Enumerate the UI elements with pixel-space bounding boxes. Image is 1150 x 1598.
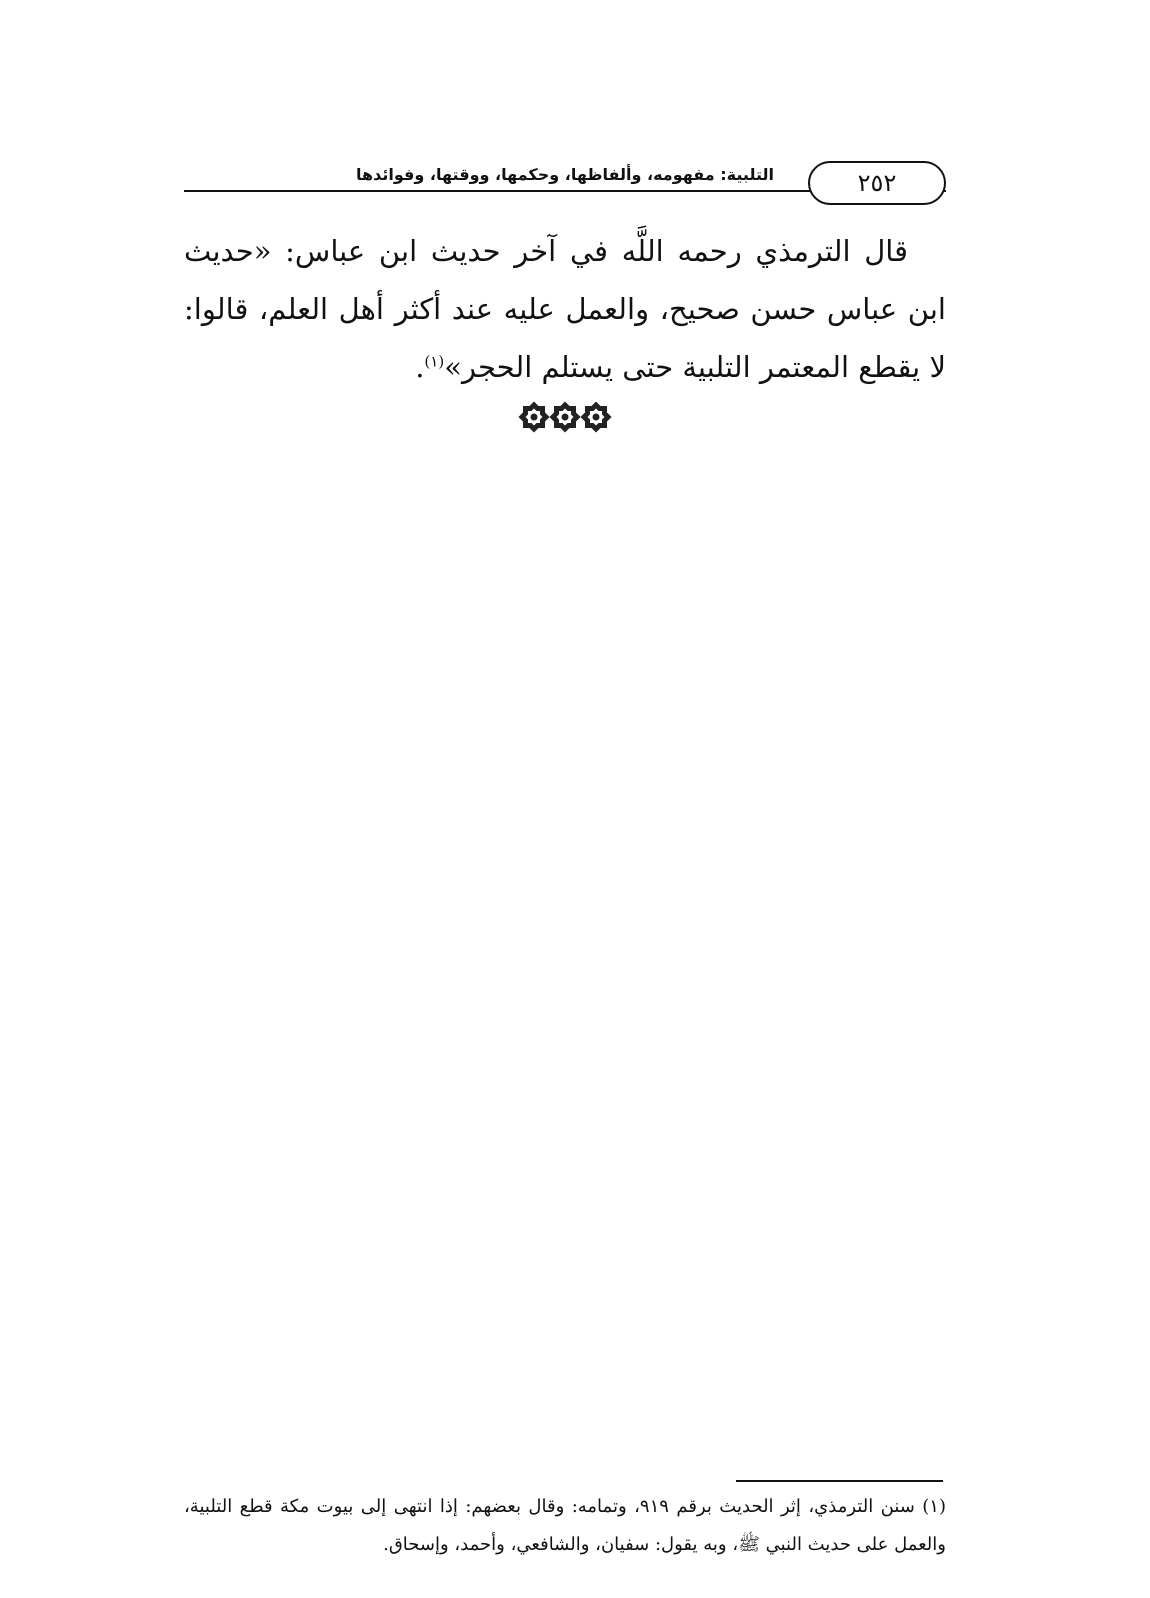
page-number-badge: ٢٥٢ [808,161,946,205]
three-star-ornament-icon [517,400,613,434]
footnote-1: (١) سنن الترمذي، إثر الحديث برقم ٩١٩، وتمامه: وقال بعضهم: إذا انتهى إلى بيوت مكة قطع التلبية، والعمل على حديث النبي ﷺ، وبه يقول: سفيان، والشافعي، وأحمد، وإسحاق. [184,1496,946,1555]
paragraph-text: قال الترمذي رحمه اللَّه في آخر حديث ابن عباس: «حديث ابن عباس حسن صحيح، والعمل عليه عند أكثر أهل العلم، قالوا: لا يقطع المعتمر التلبية حتى يستلم الحجر» [184,234,946,384]
paragraph-end: . [415,350,425,384]
running-header [184,158,946,210]
footnote-separator [736,1480,943,1482]
footnote-reference: (١) [424,352,445,371]
main-text [184,222,946,396]
footnotes [184,1488,946,1564]
header-title: التلبية: مفهومه، وألفاظها، وحكمها، ووقتها، وفوائدها [184,165,774,184]
body-paragraph [184,222,946,396]
